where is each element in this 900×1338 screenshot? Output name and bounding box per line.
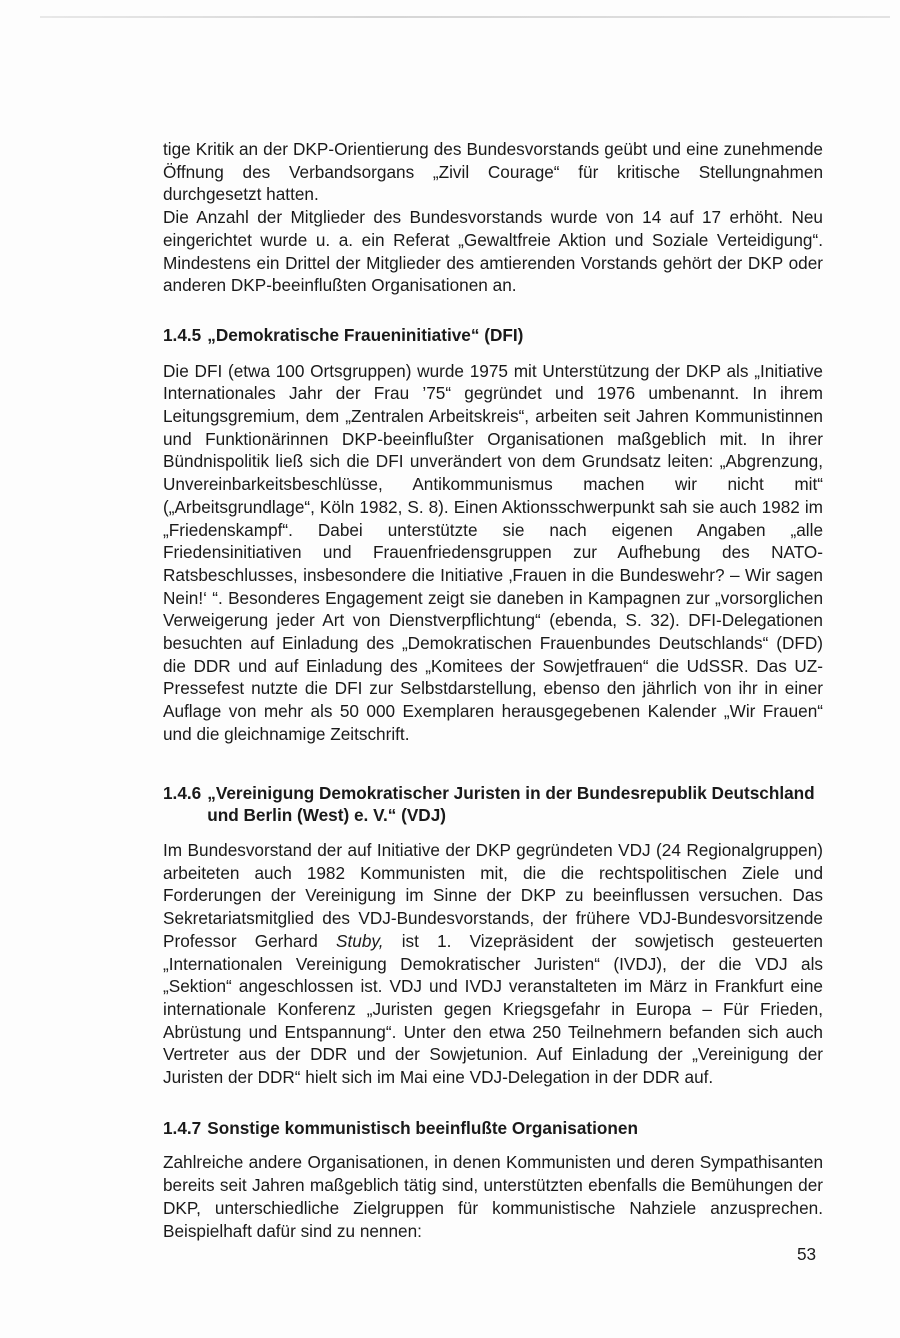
body-text: ist 1. Vizepräsident der sowjetisch gesteuerten „Internationalen Vereinigung Demokratischer Juristen“ (IVDJ), der die VDJ als „Sektion“ angeschlossen ist. VDJ und IVDJ veranstalteten im März in Frankfurt eine internationale Konferenz „Juristen gegen Kriegsgefahr in Europa – Für Frieden, Abrüstung und Entspannung“. Unter den etwa 250 Teilnehmern befanden sich auch Vertreter aus der DDR und der Sowjetunion. Auf Einladung der „Vereinigung der Juristen der DDR“ hielt sich im Mai eine VDJ-Delegation in der DDR auf. <box>163 930 823 1088</box>
section-1-4-5-heading <box>163 324 823 347</box>
section-title: Sonstige kommunistisch beeinflußte Organisationen <box>207 1117 638 1138</box>
scan-top-edge <box>40 16 890 18</box>
section-title: „Vereinigung Demokratischer Juristen in der Bundesrepublik Deutschland und Berlin (West) e. V.“ (VDJ) <box>207 782 815 826</box>
body-text: Im Bundesvorstand der auf Initiative der DKP gegründeten VDJ (24 Regionalgruppen) arbeiteten auch 1982 Kommunisten mit, die die rechtspolitischen Ziele und Forderungen der Vereinigung im Sinne der DKP zu beeinflussen versuchen. Das Sekretariatsmitglied des VDJ-Bundesvorstands, der frühere VDJ-Bundesvorsitzende Professor Gerhard <box>163 839 823 951</box>
intro-paragraph-2: Die Anzahl der Mitglieder des Bundesvorstands wurde von 14 auf 17 erhöht. Neu eingerichtet wurde u. a. ein Referat „Gewaltfreie Aktion und Soziale Verteidigung“. Mindestens ein Drittel der Mitglieder des amtierenden Vorstands gehört der DKP oder anderen DKP-beeinflußten Organisationen an. <box>163 207 823 296</box>
section-1-4-5-body: Die DFI (etwa 100 Ortsgruppen) wurde 1975 mit Unterstützung der DKP als „Initiative Internationales Jahr der Frau ’75“ gegründet und 1976 umbenannt. In ihrem Leitungsgremium, dem „Zentralen Arbeitskreis“, arbeiten seit Jahren Kommunistinnen und Funktionärinnen DKP-beeinflußter Organisationen maßgeblich mit. In ihrer Bündnispolitik ließ sich die DFI unverändert von dem Grundsatz leiten: „Abgrenzung, Unvereinbarkeitsbeschlüsse, Antikommunismus machen wir nicht mit“ („Arbeitsgrundlage“, Köln 1982, S. 8). Einen Aktionsschwerpunkt sah sie auch 1982 im „Friedenskampf“. Dabei unterstützte sie nach eigenen Angaben „alle Friedensinitiativen und Frauenfriedensgruppen zur Aufhebung des NATO-Ratsbeschlusses, insbesondere die Initiative ‚Frauen in die Bundeswehr? – Wir sagen Nein!‘ “. Besonderes Engagement zeigt sie daneben in Kampagnen zur „vorsorglichen Verweigerung jeder Art von Dienstverpflichtung“ (ebenda, S. 32). DFI-Delegationen besuchten auf Einladung des „Demokratischen Frauenbundes Deutschlands“ (DFD) die DDR und auf Einladung des „Komitees der Sowjetfrauen“ die UdSSR. Das UZ-Pressefest nutzte die DFI zur Selbstdarstellung, ebenso den jährlich von ihr in einer Auflage von mehr als 50 000 Exemplaren herausgegebenen Kalender „Wir Frauen“ und die gleichnamige Zeitschrift. <box>163 360 823 744</box>
section-number: 1.4.6 <box>163 782 202 803</box>
section-1-4-7-body: Zahlreiche andere Organisationen, in denen Kommunisten und deren Sympathisanten bereits seit Jahren maßgeblich tätig sind, unterstützten ebenfalls die Bemühungen der DKP, unterschiedliche Zielgruppen für kommunistische Nahziele anzusprechen. Beispielhaft dafür sind zu nennen: <box>163 1152 823 1241</box>
page-body <box>163 138 823 1242</box>
section-1-4-6-body <box>163 839 823 1089</box>
section-1-4-6-heading <box>163 782 823 827</box>
section-number: 1.4.7 <box>163 1117 202 1138</box>
intro-paragraph-1: tige Kritik an der DKP-Orientierung des Bundesvorstands geübt und eine zunehmende Öffnung des Verbandsorgans „Zivil Courage“ für kritische Stellungnahmen durchgesetzt hatten. <box>163 139 823 205</box>
person-name: Stuby, <box>336 930 384 951</box>
section-1-4-7-heading <box>163 1117 823 1140</box>
section-title: „Demokratische Fraueninitiative“ (DFI) <box>207 324 524 345</box>
page-number: 53 <box>797 1244 817 1264</box>
section-number: 1.4.5 <box>163 324 202 345</box>
